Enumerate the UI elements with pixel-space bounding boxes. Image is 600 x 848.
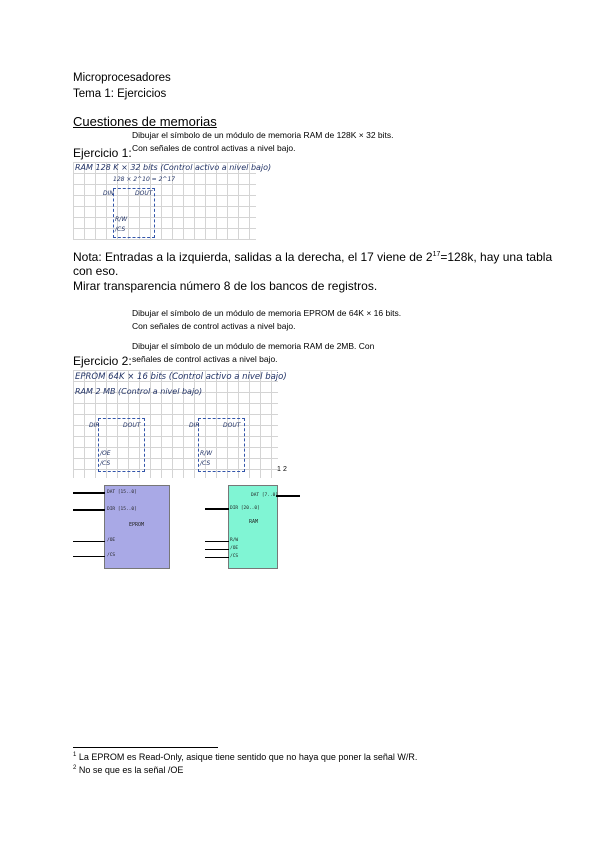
footnote-1-text: La EPROM es Read-Only, asique tiene sentido que no haya que poner la señal W/R.: [78, 752, 418, 762]
ram-dat-wire: [276, 495, 300, 497]
ex2-hand-eprom-oe: /OE: [100, 450, 111, 457]
ex1-handwritten-sketch: [73, 162, 272, 240]
eprom-name: EPROM: [129, 522, 145, 528]
ex1-prompt-line1: Dibujar el símbolo de un módulo de memoria RAM de 128K × 32 bits.: [132, 130, 394, 140]
ram-pin-rw: R/W: [230, 538, 239, 543]
ex2-handwritten-sketch: [73, 370, 287, 478]
footnote-ref-1: 1: [277, 466, 281, 473]
ram-name: RAM: [249, 519, 259, 525]
footnote-1: [73, 752, 417, 762]
ram-pin-cs: /CS: [230, 554, 239, 559]
ex1-note-post: =128k, hay una tabla: [440, 250, 553, 264]
ex2-hand-line2: RAM 2 MB (Control a nivel bajo): [75, 387, 203, 396]
ex1-hand-din: DIN: [103, 190, 114, 197]
ex2-hand-eprom-dout: DOUT: [123, 422, 141, 429]
ex2-prompt2-image: [132, 341, 432, 364]
ram-pin-oe: /OE: [230, 546, 239, 551]
eprom-pin-oe: /OE: [107, 538, 116, 543]
footnote-separator: [73, 747, 218, 748]
ex1-prompt-line2: Con señales de control activas a nivel bajo.: [132, 143, 296, 153]
ram-pin-dat: DAT [7..0]: [251, 493, 279, 498]
ex1-label: Ejercicio 1:: [73, 146, 132, 160]
ex2-hand-line1: EPROM 64K × 16 bits (Control activo a nivel bajo): [75, 372, 287, 382]
ex1-note-sup: 17: [432, 251, 441, 258]
footnote-2-text: No se que es la señal /OE: [78, 765, 184, 775]
ex1-hand-note: 128 × 2^10 = 2^17: [113, 176, 176, 183]
ex2-hand-ram-rw: R/W: [200, 450, 213, 457]
eprom-dir-wire: [73, 509, 105, 511]
ex1-note-line2: con eso.: [73, 264, 119, 278]
ex1-hand-cs: /CS: [115, 226, 126, 233]
ram-oe-wire: [205, 549, 229, 550]
ex2-prompt1-image: [132, 308, 432, 331]
footnote-2-mark: 2: [73, 765, 77, 771]
eprom-dat-wire: [73, 492, 105, 494]
eprom-oe-wire: [73, 541, 105, 542]
ex1-note-line1: [73, 247, 552, 265]
ex2-hand-ram-dout: DOUT: [223, 422, 241, 429]
subject-title: Microprocesadores: [73, 72, 171, 84]
ex1-note-pre: Nota: Entradas a la izquierda, salidas a la derecha, el 17 viene de 2: [73, 250, 433, 264]
ex2-prompt1-line1: Dibujar el símbolo de un módulo de memoria EPROM de 64K × 16 bits.: [132, 308, 402, 318]
ex1-hand-dout: DOUT: [135, 190, 153, 197]
topic-title: Tema 1: Ejercicios: [73, 88, 167, 100]
ram-dir-wire: [205, 508, 229, 510]
section-title: Cuestiones de memorias: [73, 114, 217, 129]
ex1-hand-rw: R/W: [115, 216, 128, 223]
ex2-prompt2-line1: Dibujar el símbolo de un módulo de memoria RAM de 2MB. Con: [132, 341, 375, 351]
eprom-pin-dat: DAT [15..0]: [107, 490, 137, 495]
ex1-prompt-image: [132, 130, 422, 153]
eprom-pin-cs: /CS: [107, 553, 116, 558]
ex2-prompt2-line2: señales de control activas a nivel bajo.: [132, 354, 278, 364]
ex2-hand-ram-cs: /CS: [200, 460, 211, 467]
ex1-hand-title: RAM 128 K × 32 bits (Control activo a nivel bajo): [75, 163, 272, 172]
ex2-hand-eprom-cs: /CS: [100, 460, 111, 467]
ram-rw-wire: [205, 541, 229, 542]
footnote-1-mark: 1: [73, 752, 77, 758]
ex2-hand-ram-dir: DIR: [189, 422, 200, 429]
eprom-cs-wire: [73, 556, 105, 557]
eprom-pin-dir: DIR [15..0]: [107, 507, 137, 512]
ex2-prompt1-line2: Con señales de control activas a nivel bajo.: [132, 321, 296, 331]
ram-cs-wire: [205, 557, 229, 558]
footnote-2: [73, 765, 183, 775]
ram-pin-dir: DIR [20..0]: [230, 506, 260, 511]
ex2-label: Ejercicio 2:: [73, 354, 132, 368]
footnote-ref-2: 2: [283, 466, 287, 473]
ex2-hand-eprom-dir: DIR: [89, 422, 100, 429]
ex1-note-line3: Mirar transparencia número 8 de los bancos de registros.: [73, 279, 378, 293]
